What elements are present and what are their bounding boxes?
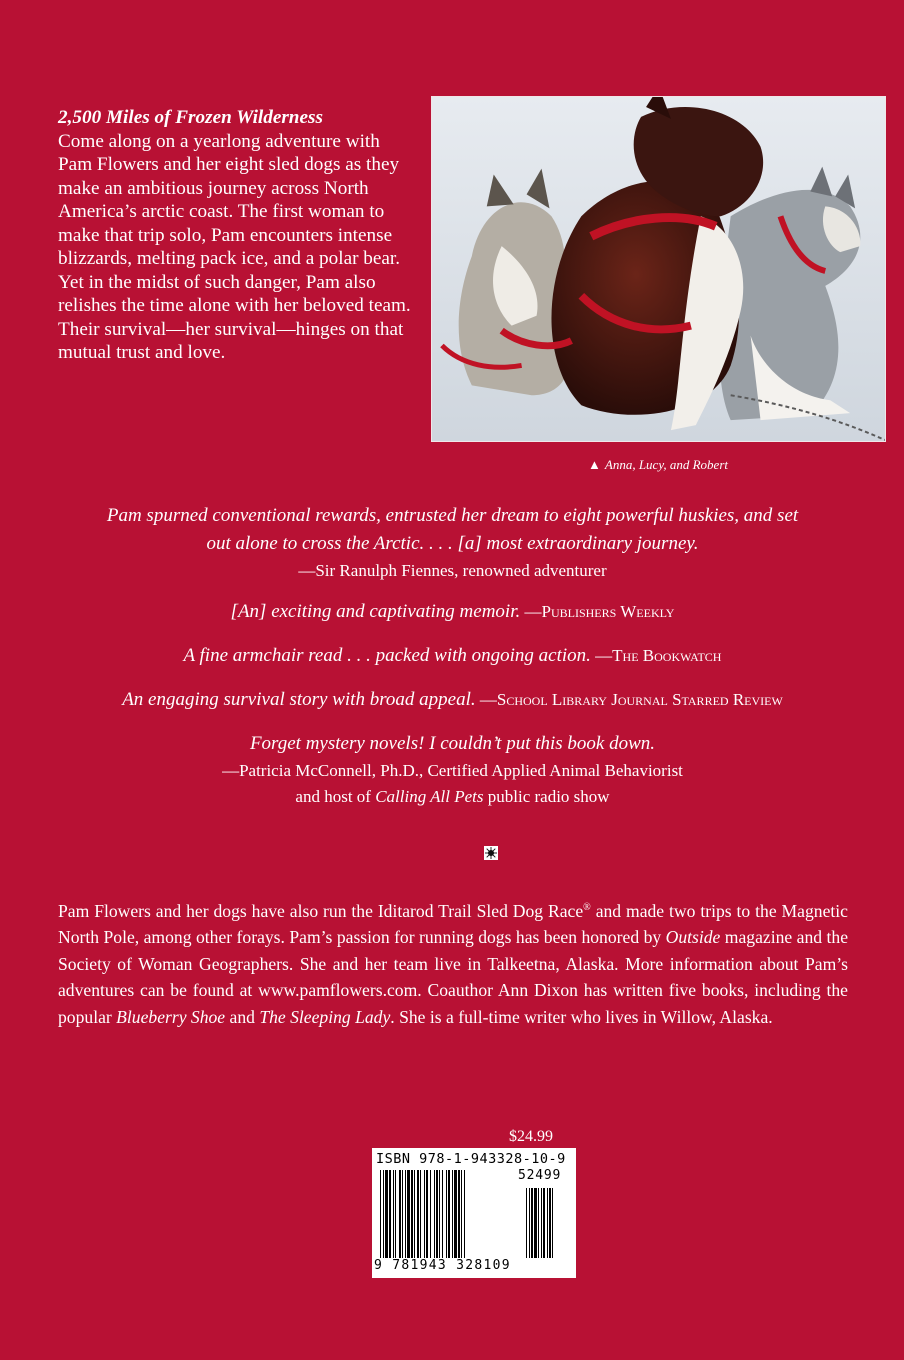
quote-text: [An] exciting and captivating memoir.: [230, 601, 521, 622]
quote-text: An engaging survival story with broad appeal.: [122, 689, 476, 710]
barcode-bars-icon: [380, 1170, 572, 1260]
husky-dogs-photo-icon: [432, 97, 885, 441]
barcode-bar: [385, 1170, 388, 1258]
quote-bookwatch: [30, 642, 875, 670]
barcode-bar: [549, 1188, 551, 1258]
quote-attribution-2: [30, 784, 875, 810]
barcode-bar: [411, 1170, 413, 1258]
barcode-bar: [531, 1188, 533, 1258]
isbn-number: ISBN 978-1-943328-10-9: [376, 1151, 566, 1167]
registered-mark: ®: [583, 902, 591, 913]
barcode-bar: [452, 1170, 453, 1258]
starburst-ornament-icon: [484, 846, 498, 860]
bio-text: Pam Flowers and her dogs have also run the Iditarod Trail Sled Dog Race: [58, 900, 584, 921]
barcode-bar: [464, 1170, 465, 1258]
attribution-text: and host of: [295, 787, 376, 806]
magazine-title: Outside: [665, 927, 721, 948]
quote-publishers-weekly: [30, 598, 875, 626]
caption-triangle-icon: ▲: [588, 457, 601, 472]
caption-text: Anna, Lucy, and Robert: [604, 457, 729, 472]
barcode-bar: [454, 1170, 457, 1258]
intro-paragraph: [58, 106, 418, 365]
quote-source: —School Library Journal Starred Review: [475, 690, 783, 709]
intro-headline: 2,500 Miles of Frozen Wilderness: [58, 107, 323, 128]
book-title: Blueberry Shoe: [116, 1006, 226, 1027]
review-quotes: [30, 502, 875, 810]
price: $24.99: [509, 1128, 553, 1145]
price-code: 52499: [518, 1168, 562, 1183]
barcode-bar: [442, 1170, 443, 1258]
husky-photo: [431, 96, 886, 442]
barcode-bar: [424, 1170, 425, 1258]
barcode-bar: [395, 1170, 396, 1258]
barcode-bar: [458, 1170, 460, 1258]
barcode-bar: [383, 1170, 384, 1258]
barcode-bar: [434, 1170, 435, 1258]
barcode-bar: [389, 1170, 391, 1258]
photo-caption: [588, 457, 828, 473]
quote-line: out alone to cross the Arctic. . . . [a] most extraordinary journey.: [206, 533, 699, 554]
quote-attribution: —Sir Ranulph Fiennes, renowned adventurer: [298, 561, 607, 580]
barcode-bar: [417, 1170, 419, 1258]
quote-attribution: —Patricia McConnell, Ph.D., Certified Applied Animal Behaviorist: [222, 761, 683, 780]
barcode-bar: [552, 1188, 553, 1258]
barcode-bar: [448, 1170, 450, 1258]
barcode-bar: [420, 1170, 421, 1258]
barcode-bar: [393, 1170, 394, 1258]
isbn-barcode: [372, 1148, 576, 1278]
barcode-bar: [541, 1188, 542, 1258]
barcode-bar: [407, 1170, 410, 1258]
barcode-bar: [526, 1188, 527, 1258]
bio-text: and: [225, 1006, 260, 1027]
book-title: The Sleeping Lady: [259, 1006, 391, 1027]
barcode-bar: [436, 1170, 438, 1258]
quote-mcconnell: [30, 730, 875, 810]
barcode-bar: [402, 1170, 403, 1258]
intro-body: Come along on a yearlong adventure with Pam Flowers and her eight sled dogs as they make an ambitious journey across North America’s arctic coast. The first woman to make that trip solo, Pam encounters intense blizzards, melting pack ice, and a polar bear. Yet in the midst of such danger, Pam also relishes the time alone with her beloved team. Their survival—her survival—hinges on that mutual trust and love.: [58, 130, 411, 363]
bio-text: . She is a full-time writer who lives in Willow, Alaska.: [390, 1006, 773, 1027]
barcode-bar: [547, 1188, 548, 1258]
quote-fiennes: [30, 502, 875, 584]
quote-school-library-journal: [30, 686, 875, 714]
barcode-bar: [399, 1170, 401, 1258]
barcode-bar: [446, 1170, 447, 1258]
barcode-bar: [529, 1188, 530, 1258]
barcode-bar: [538, 1188, 539, 1258]
author-bio: [58, 895, 848, 1030]
quote-source: —Publishers Weekly: [520, 602, 675, 621]
quote-line: Pam spurned conventional rewards, entrusted her dream to eight powerful huskies, and set: [106, 505, 799, 526]
show-title: Calling All Pets: [375, 787, 484, 806]
barcode-bar: [439, 1170, 440, 1258]
barcode-bar: [543, 1188, 545, 1258]
quote-text: Forget mystery novels! I couldn’t put this book down.: [249, 733, 656, 754]
barcode-bar: [426, 1170, 428, 1258]
barcode-bar: [380, 1170, 381, 1258]
bio-text: magazine and the Society of Woman Geographers. She and her team live in Talkeetna, Alaska. More information about Pam’s adventures can be found at www.pamflowers.com. Coauthor Ann Dixon has written five books, including the popular: [58, 927, 849, 1027]
barcode-bar: [534, 1188, 537, 1258]
quote-text: A fine armchair read . . . packed with ongoing action.: [183, 645, 591, 666]
barcode-bar: [461, 1170, 462, 1258]
barcode-bar: [430, 1170, 431, 1258]
bio-text: and made two trips to the Magnetic North Pole, among other forays. Pam’s passion for running dogs has been honored by: [58, 900, 848, 948]
ean-digits: 9 781943 328109: [374, 1258, 511, 1273]
attribution-text: public radio show: [483, 787, 610, 806]
barcode-bar: [414, 1170, 415, 1258]
barcode-bar: [405, 1170, 406, 1258]
quote-source: —The Bookwatch: [590, 646, 722, 665]
